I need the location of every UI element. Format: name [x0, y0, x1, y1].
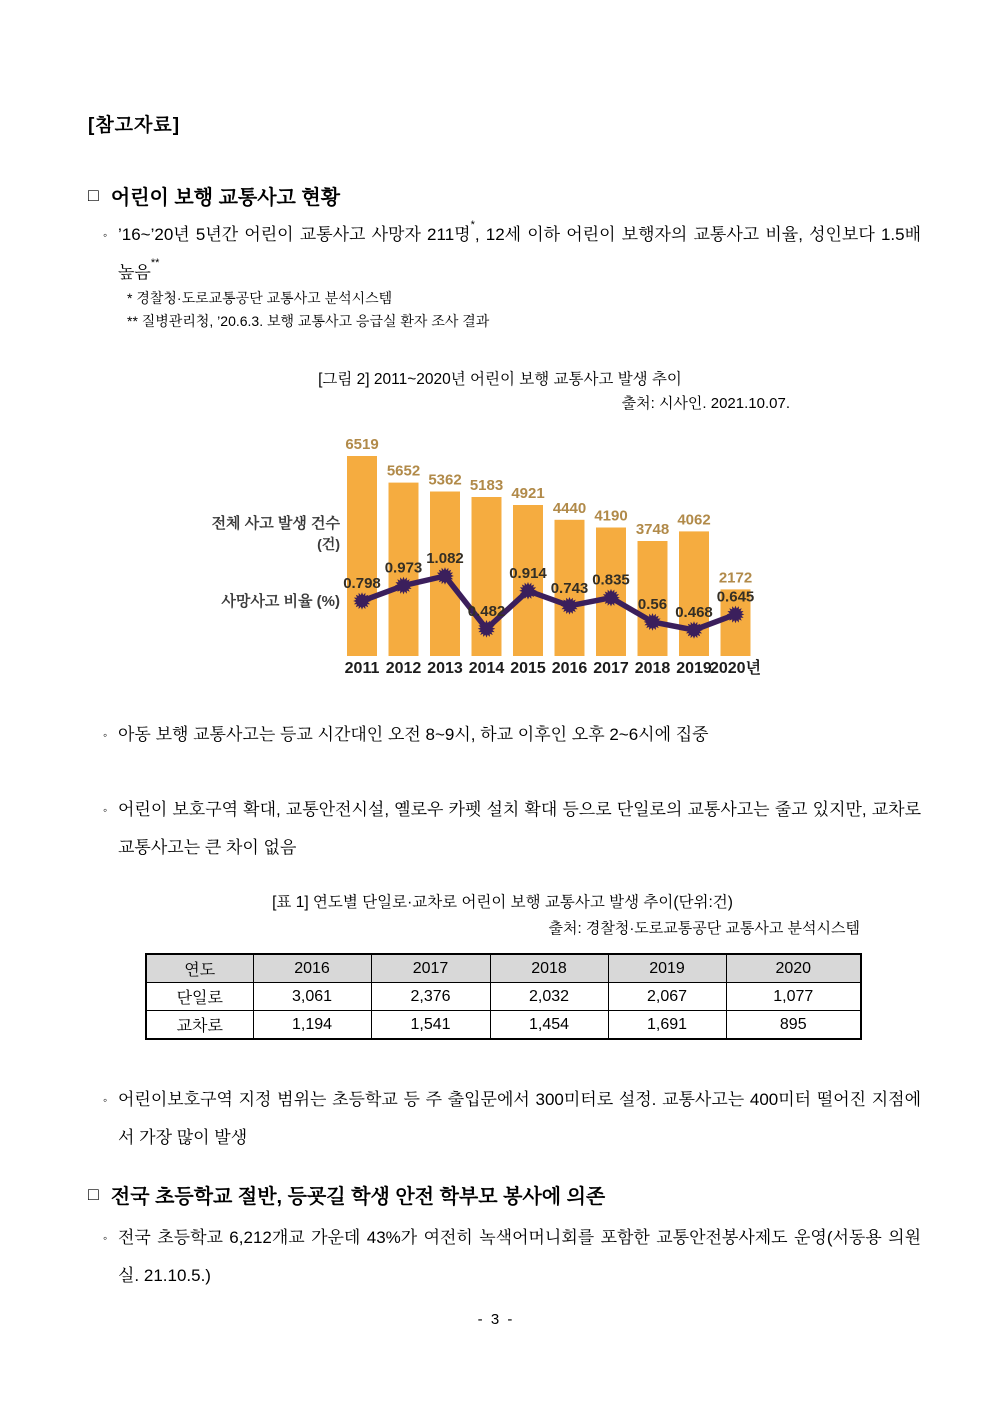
- bar-value-label: 4921: [511, 485, 545, 502]
- bar-value-label: 5362: [428, 471, 462, 489]
- section-heading-volunteers: [88, 1180, 605, 1209]
- table-header-cell: 2016: [253, 954, 371, 983]
- circle-bullet-icon: ◦: [103, 1231, 108, 1245]
- x-axis-label: 2014: [468, 660, 505, 677]
- bar-value-label: 2172: [718, 569, 753, 587]
- line-marker-burst-icon: [644, 613, 662, 631]
- x-axis-label: 2016: [551, 660, 588, 677]
- x-axis-label: 2020년: [709, 660, 762, 677]
- table-header-cell: 연도: [146, 954, 253, 983]
- circle-bullet-icon: ◦: [103, 803, 108, 817]
- x-axis-label: 2017: [593, 660, 629, 677]
- x-axis-label: 2012: [385, 660, 422, 677]
- line-value-label: 0.56: [637, 595, 668, 613]
- circle-bullet-icon: ◦: [103, 728, 108, 742]
- table-header-cell: 2019: [608, 954, 726, 983]
- table-cell: 2,067: [608, 983, 726, 1011]
- line-value-label: 0.798: [343, 575, 381, 592]
- bar-value-label: 4440: [552, 499, 587, 517]
- figure-source: 출처: 시사인. 2021.10.07.: [621, 395, 790, 412]
- line-value-label: 1.082: [426, 550, 464, 567]
- bar-value-label: 3748: [635, 521, 670, 538]
- x-axis-label: 2011: [344, 660, 380, 677]
- row-label-cell: 교차로: [146, 1011, 253, 1040]
- table-row: [146, 1011, 861, 1040]
- table-cell: 1,194: [253, 1011, 371, 1040]
- row-label-cell: 단일로: [146, 983, 253, 1011]
- square-bullet-icon: □: [88, 185, 99, 205]
- table-cell: 2,032: [490, 983, 608, 1011]
- table-header-cell: 2017: [371, 954, 490, 983]
- bullet-text: ’16~’20년 5년간 어린이 교통사고 사망자 211명*, 12세 이하 어린이 보행자의 교통사고 비율, 성인보다 1.5배 높음**: [118, 219, 921, 282]
- line-value-label: 0.468: [675, 604, 713, 621]
- combo-chart: [210, 430, 790, 680]
- bullet-text: 어린이 보호구역 확대, 교통안전시설, 옐로우 카펫 설치 확대 등으로 단일로의 교통사고는 줄고 있지만, 교차로 교통사고는 큰 차이 없음: [118, 800, 921, 857]
- footnote-ref-two: **: [150, 257, 160, 269]
- accidents-by-road-type-table: [145, 953, 862, 1040]
- bullet-text: 전국 초등학교 6,212개교 가운데 43%가 여전히 녹색어머니회를 포함한 교통안전봉사제도 운영(서동용 의원실. 21.10.5.): [118, 1228, 921, 1285]
- table-cell: 1,541: [371, 1011, 490, 1040]
- circle-bullet-icon: ◦: [103, 1093, 108, 1107]
- table-caption: [표 1] 연도별 단일로·교차로 어린이 보행 교통사고 발생 추이(단위:건): [272, 894, 733, 911]
- section-heading-label: 전국 초등학교 절반, 등굣길 학생 안전 학부모 봉사에 의존: [110, 1186, 606, 1208]
- bar-series-axis-label: 전체 사고 발생 건수 (건): [211, 515, 340, 552]
- footnote-line: ** 질병관리청, ’20.6.3. 보행 교통사고 응급실 환자 조사 결과: [127, 313, 490, 329]
- footnote-ref-one: *: [470, 219, 475, 231]
- bar-value-label: 4190: [594, 507, 628, 525]
- table-cell: 2,376: [371, 983, 490, 1011]
- line-value-label: 0.743: [550, 579, 589, 597]
- chart-canvas: [210, 430, 790, 680]
- bullet-protection-zone: [103, 791, 921, 867]
- x-axis-label: 2019: [676, 660, 712, 677]
- bullet-time-of-day: [103, 716, 921, 754]
- table-header-cell: 2020: [726, 954, 861, 983]
- bullet-text: 어린이보호구역 지정 범위는 초등학교 등 주 출입문에서 300미터로 설정. 교통사고는 400미터 떨어진 지점에서 가장 많이 발생: [118, 1090, 921, 1147]
- table-row: [146, 983, 861, 1011]
- bullet-fatalities: [103, 216, 921, 292]
- table-cell: 1,077: [726, 983, 861, 1011]
- line-marker-burst-icon: [561, 597, 579, 615]
- reference-title: [참고자료]: [88, 115, 181, 136]
- bullet-text: 아동 보행 교통사고는 등교 시간대인 오전 8~9시, 하교 이후인 오후 2~6시에 집중: [118, 725, 709, 744]
- table-cell: 3,061: [253, 983, 371, 1011]
- table-header-cell: 2018: [490, 954, 608, 983]
- bar-value-label: 6519: [345, 436, 379, 453]
- footnotes: [127, 287, 489, 333]
- table-cell: 1,454: [490, 1011, 608, 1040]
- circle-bullet-icon: ◦: [103, 228, 108, 242]
- section-heading-child-accidents: [88, 181, 340, 210]
- line-value-label: 0.973: [384, 559, 423, 577]
- page-number: - 3 -: [477, 1311, 515, 1328]
- table-header-row: [146, 954, 861, 983]
- bullet-school-zone-range: [103, 1081, 921, 1157]
- bar: [347, 456, 377, 656]
- line-marker-burst-icon: [685, 621, 703, 639]
- square-bullet-icon: □: [88, 1184, 99, 1204]
- footnote-line: * 경찰청·도로교통공단 교통사고 분석시스템: [127, 290, 393, 306]
- x-axis-label: 2018: [634, 660, 671, 677]
- bullet-volunteer-stats: [103, 1219, 921, 1295]
- bar-value-label: 5652: [386, 462, 421, 480]
- table-source: 출처: 경찰청·도로교통공단 교통사고 분석시스템: [548, 920, 860, 937]
- line-value-label: 0.914: [509, 564, 547, 582]
- bar-value-label: 4062: [677, 511, 711, 529]
- table-cell: 1,691: [608, 1011, 726, 1040]
- section-heading-label: 어린이 보행 교통사고 현황: [110, 187, 341, 209]
- figure-caption: [그림 2] 2011~2020년 어린이 보행 교통사고 발생 추이: [318, 371, 682, 388]
- line-marker-burst-icon: [602, 589, 620, 607]
- line-value-label: 0.645: [716, 588, 755, 606]
- table-cell: 895: [726, 1011, 861, 1040]
- figure-block: [210, 368, 790, 680]
- line-marker-burst-icon: [727, 606, 745, 624]
- line-value-label: 0.482: [467, 602, 506, 620]
- table-block: [145, 891, 860, 1040]
- x-axis-label: 2013: [427, 660, 463, 677]
- line-series-axis-label: 사망사고 비율 (%): [221, 593, 340, 610]
- x-axis-label: 2015: [510, 660, 546, 677]
- bar-value-label: 5183: [469, 477, 504, 494]
- line-value-label: 0.835: [592, 571, 630, 589]
